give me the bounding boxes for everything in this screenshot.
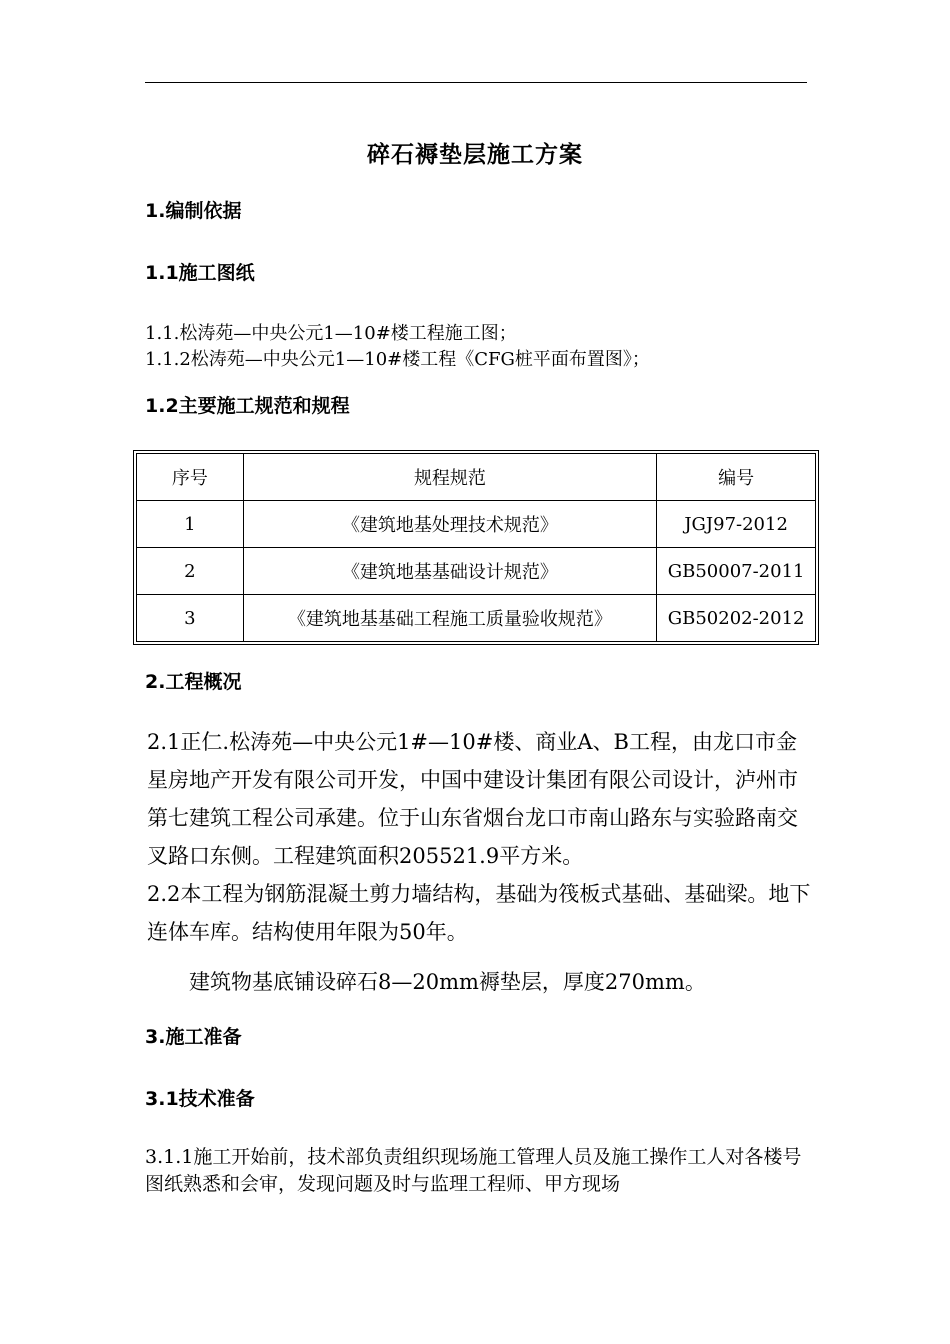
project-overview: [145, 723, 815, 1001]
table-header-cell: 规程规范: [243, 454, 657, 501]
table-cell: 2: [137, 548, 244, 595]
overview-paragraph-2: 2.2本工程为钢筋混凝土剪力墙结构，基础为筏板式基础、基础梁。地下连体车库。结构使用年限为50年。: [147, 882, 811, 944]
specification-table: [136, 453, 816, 642]
table-cell: GB50007-2011: [657, 548, 816, 595]
table-cell: 《建筑地基处理技术规范》: [243, 501, 657, 548]
section-1-heading: 1.编制依据: [145, 200, 242, 222]
drawing-item-1: 1.1.松涛苑—中央公元1—10#楼工程施工图；: [145, 323, 517, 344]
section-2-heading: 2.工程概况: [145, 671, 242, 693]
header-rule: [145, 82, 807, 83]
section-1-2-heading: 1.2主要施工规范和规程: [145, 395, 350, 417]
technical-prep-text: 3.1.1施工开始前，技术部负责组织现场施工管理人员及施工操作工人对各楼号图纸熟悉和会审，发现问题及时与监理工程师、甲方现场: [145, 1146, 802, 1195]
table-row: [137, 595, 816, 642]
table-cell: 3: [137, 595, 244, 642]
table-header-cell: 序号: [137, 454, 244, 501]
table-header-cell: 编号: [657, 454, 816, 501]
section-1-1-heading: 1.1施工图纸: [145, 262, 255, 284]
technical-prep-paragraph: [145, 1144, 815, 1198]
overview-paragraph-3: 建筑物基底铺设碎石8—20mm褥垫层，厚度270mm。: [189, 970, 706, 994]
table-cell: 《建筑地基基础设计规范》: [243, 548, 657, 595]
table-cell: JGJ97-2012: [657, 501, 816, 548]
section-3-1-heading: 3.1技术准备: [145, 1088, 255, 1110]
overview-paragraph-1: 2.1正仁.松涛苑—中央公元1#—10#楼、商业A、B工程，由龙口市金星房地产开发有限公司开发，中国中建设计集团有限公司设计，泸州市第七建筑工程公司承建。位于山东省烟台龙口市南山路东与实验路南交叉路口东侧。工程建筑面积205521.9平方米。: [147, 730, 798, 868]
table-cell: 1: [137, 501, 244, 548]
document-title: 碎石褥垫层施工方案: [367, 142, 583, 168]
table-row: [137, 501, 816, 548]
table-cell: GB50202-2012: [657, 595, 816, 642]
table-row: [137, 548, 816, 595]
table-header-row: [137, 454, 816, 501]
section-3-heading: 3.施工准备: [145, 1026, 242, 1048]
drawing-item-2: 1.1.2松涛苑—中央公元1—10#楼工程《CFG桩平面布置图》；: [145, 349, 650, 370]
table-cell: 《建筑地基基础工程施工质量验收规范》: [243, 595, 657, 642]
